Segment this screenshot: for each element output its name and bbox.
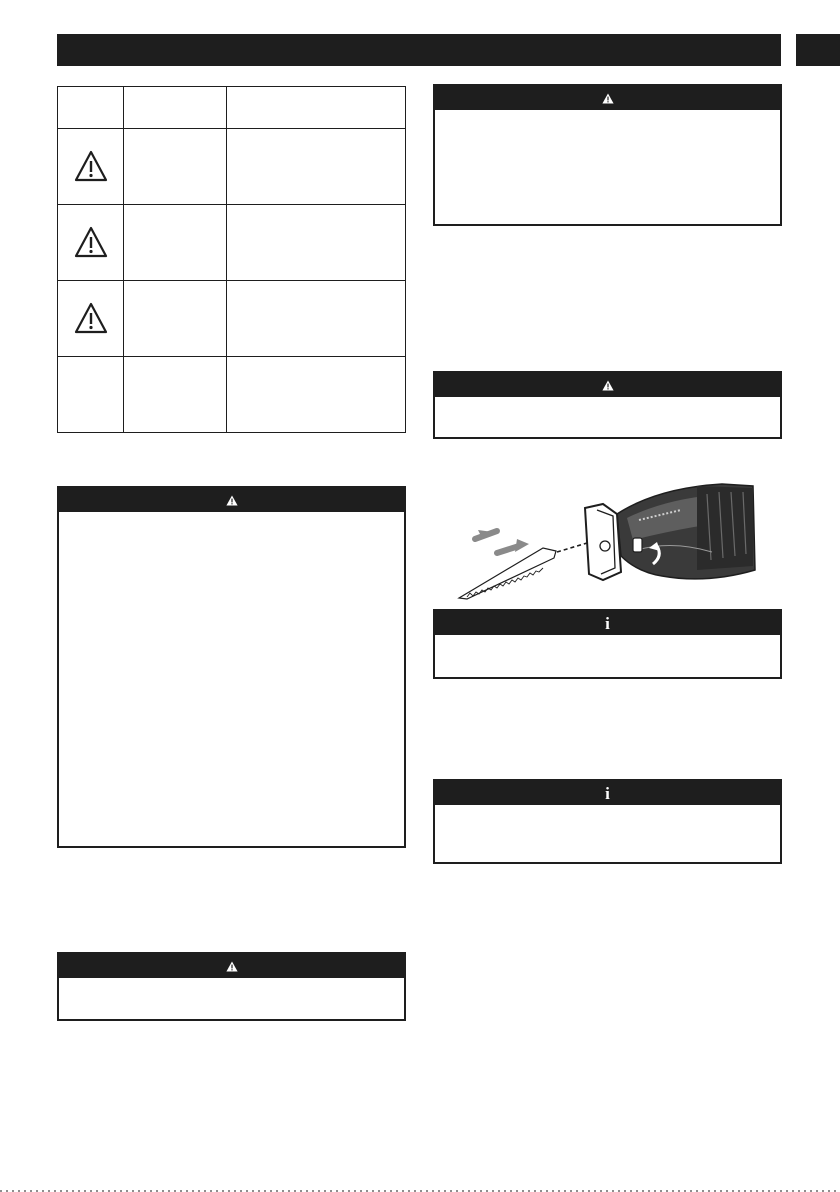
table-divider (123, 87, 124, 432)
warning-triangle-icon (73, 149, 109, 183)
warning-box-header (59, 488, 404, 512)
warning-triangle-icon (73, 225, 109, 259)
warning-triangle-icon (602, 380, 614, 391)
saw-body (617, 484, 755, 579)
language-tab (796, 34, 840, 66)
header-bar (57, 34, 781, 66)
warning-box-header (59, 954, 404, 978)
warning-box (57, 952, 406, 1021)
blade-insert-arrows (475, 530, 529, 553)
table-divider (58, 280, 405, 281)
saw-blade-figure (457, 480, 757, 602)
warning-triangle-icon (226, 961, 238, 972)
warning-box (57, 486, 406, 848)
warning-triangle-icon (602, 93, 614, 104)
warning-triangle-icon (226, 495, 238, 506)
table-divider (226, 87, 227, 432)
table-divider (58, 204, 405, 205)
info-box (433, 609, 782, 679)
info-box-header (435, 781, 780, 805)
table-divider (58, 356, 405, 357)
warning-box (433, 84, 782, 226)
symbol-table (57, 86, 406, 433)
saw-blade (459, 548, 556, 599)
warning-triangle-icon (73, 301, 109, 335)
info-icon: i (605, 613, 610, 633)
table-divider (58, 128, 405, 129)
warning-box-header (435, 86, 780, 110)
info-box-header (435, 611, 780, 635)
info-icon: i (605, 783, 610, 803)
crop-marks (0, 1186, 840, 1192)
info-box (433, 779, 782, 864)
warning-box-header (435, 373, 780, 397)
warning-box (433, 371, 782, 439)
